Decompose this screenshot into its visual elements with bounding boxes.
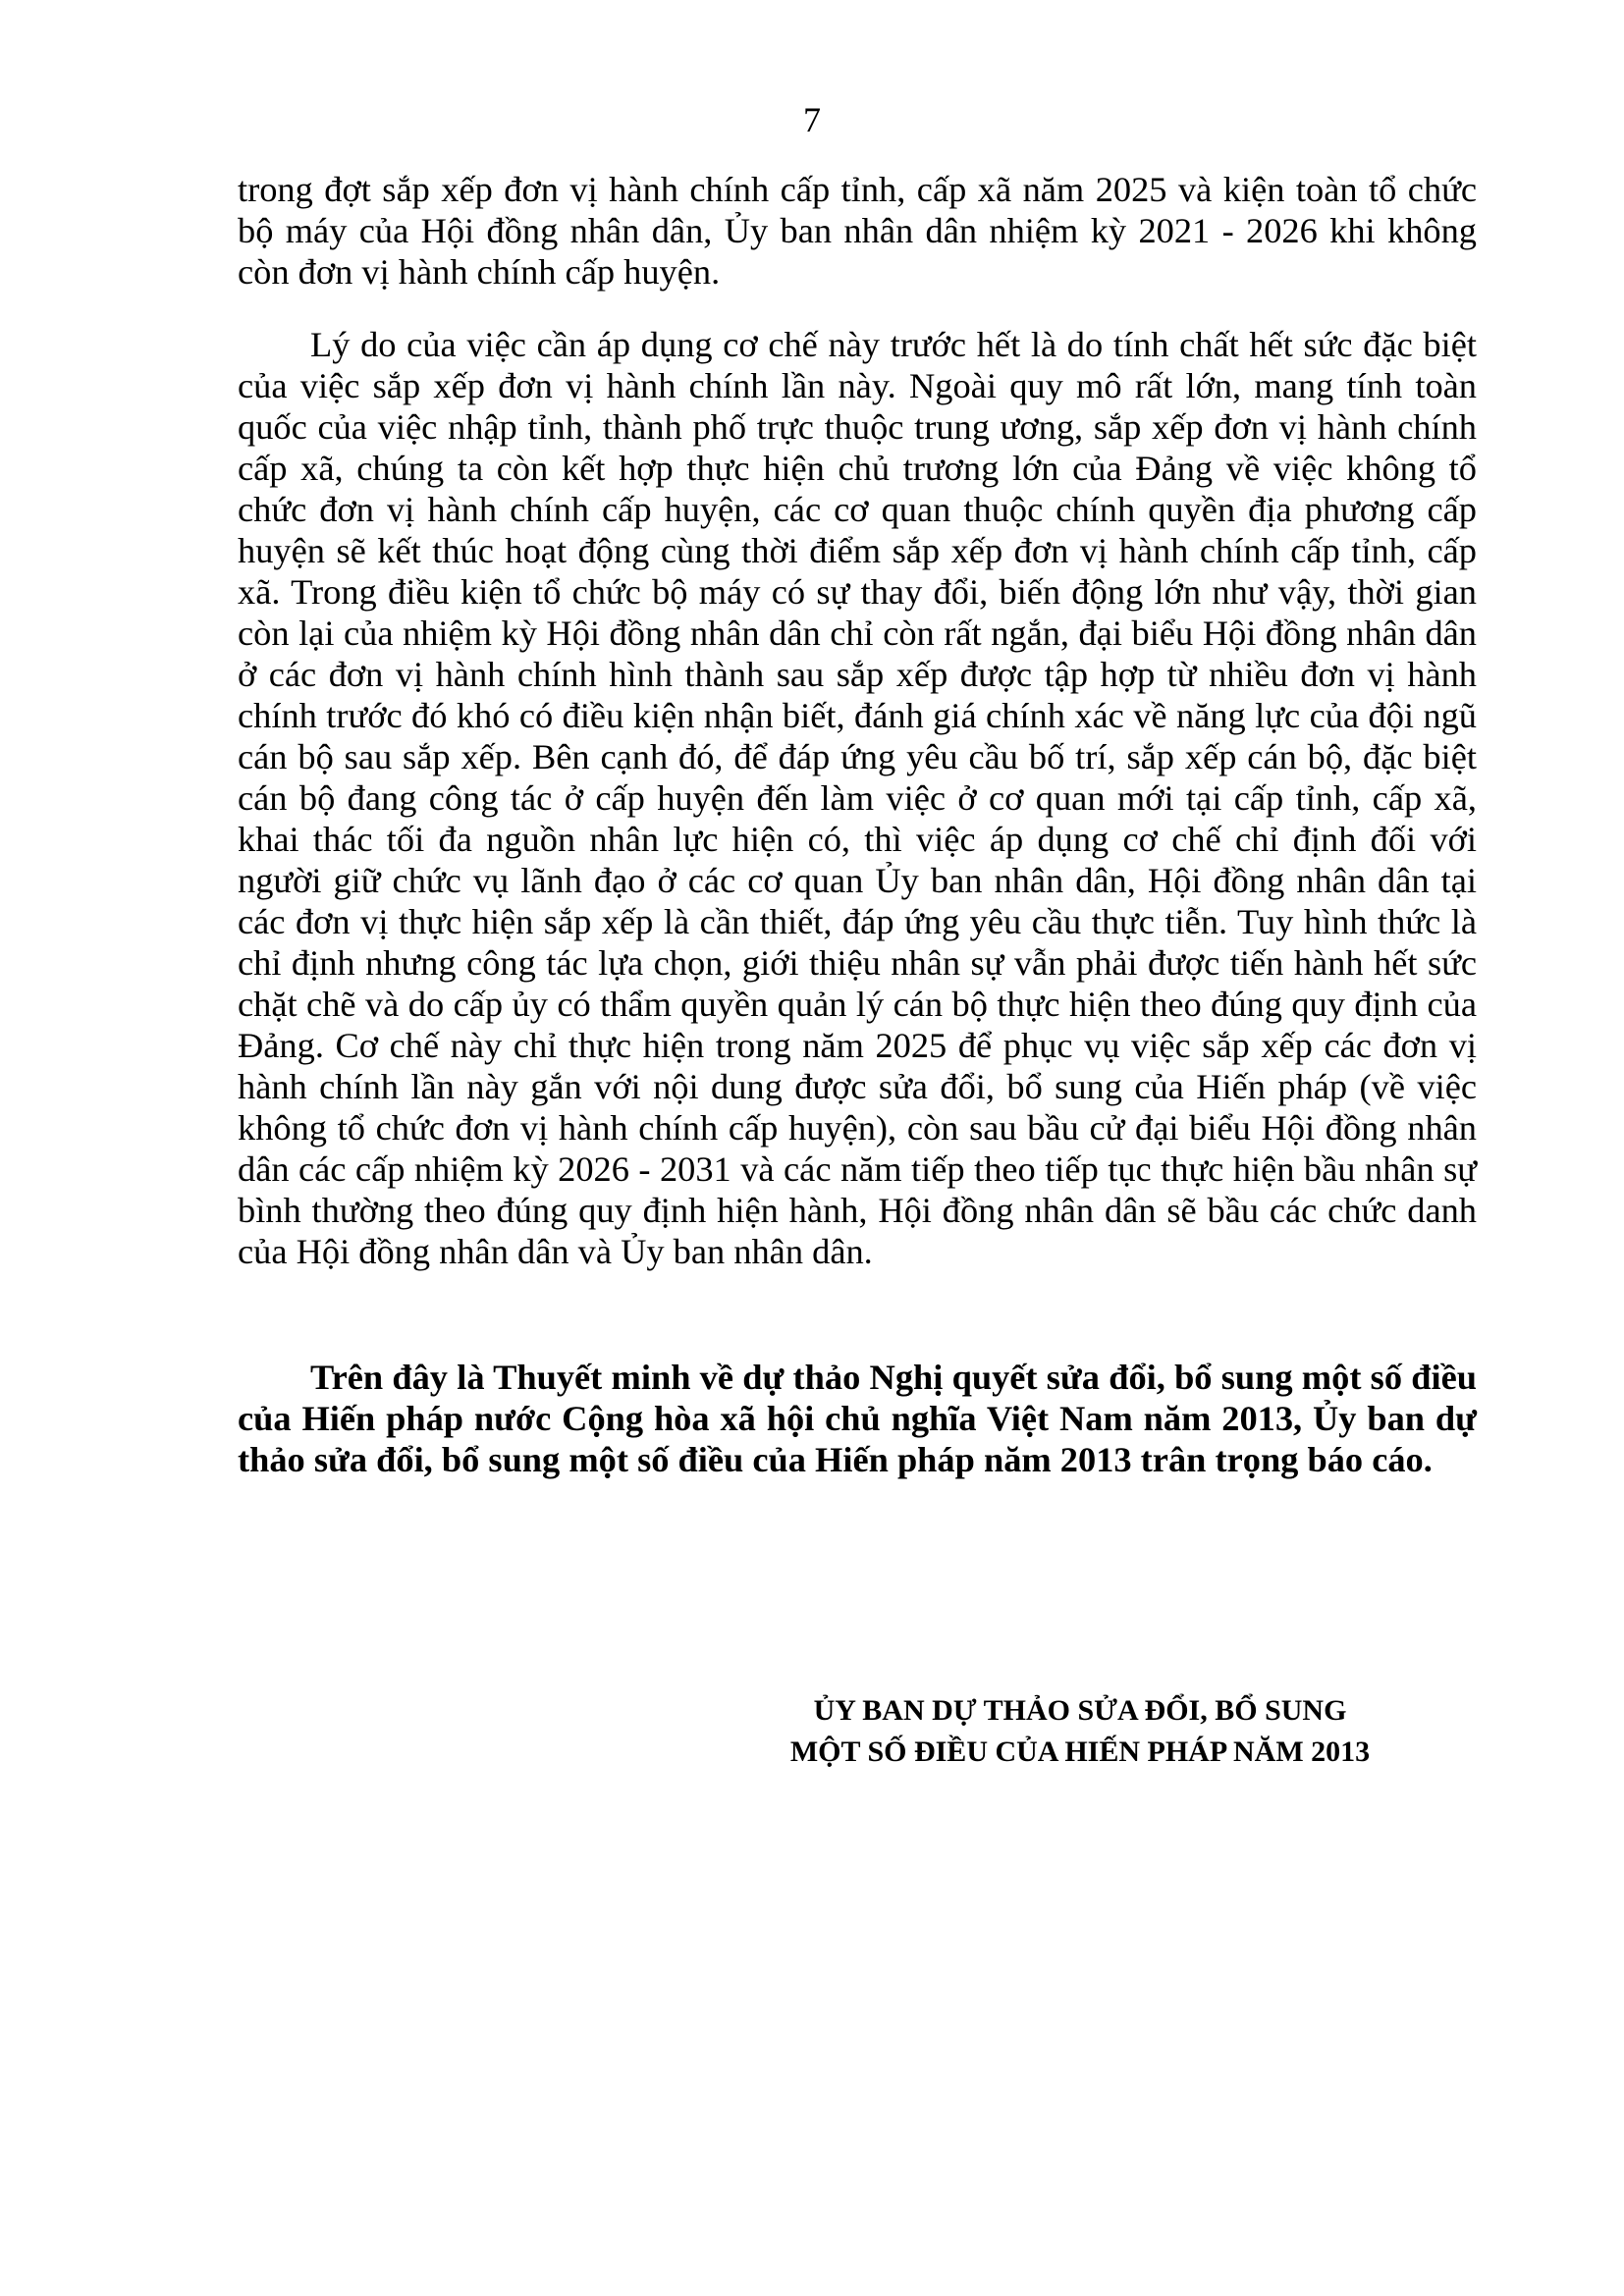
paragraph-conclusion: Trên đây là Thuyết minh về dự thảo Nghị quyết sửa đổi, bổ sung một số điều của Hiến pháp nước Cộng hòa xã hội chủ nghĩa Việt Nam năm 2013, Ủy ban dự thảo sửa đổi, bổ sung một số điều của Hiến pháp năm 2013 trân trọng báo cáo.: [238, 1358, 1477, 1479]
signature-block: [746, 1690, 1414, 1773]
paragraph-continuation: trong đợt sắp xếp đơn vị hành chính cấp tỉnh, cấp xã năm 2025 và kiện toàn tổ chức bộ máy của Hội đồng nhân dân, Ủy ban nhân dân nhiệm kỳ 2021 - 2026 khi không còn đơn vị hành chính cấp huyện.: [238, 170, 1477, 292]
signature-line-1: ỦY BAN DỰ THẢO SỬA ĐỔI, BỔ SUNG: [813, 1694, 1347, 1727]
paragraph-reason: Lý do của việc cần áp dụng cơ chế này trước hết là do tính chất hết sức đặc biệt của việc sắp xếp đơn vị hành chính lần này. Ngoài quy mô rất lớn, mang tính toàn quốc của việc nhập tỉnh, thành phố trực thuộc trung ương, sắp xếp đơn vị hành chính cấp xã, chúng ta còn kết hợp thực hiện chủ trương lớn của Đảng về việc không tổ chức đơn vị hành chính cấp huyện, các cơ quan thuộc chính quyền địa phương cấp huyện sẽ kết thúc hoạt động cùng thời điểm sắp xếp đơn vị hành chính cấp tỉnh, cấp xã. Trong điều kiện tổ chức bộ máy có sự thay đổi, biến động lớn như vậy, thời gian còn lại của nhiệm kỳ Hội đồng nhân dân chỉ còn rất ngắn, đại biểu Hội đồng nhân dân ở các đơn vị hành chính hình thành sau sắp xếp được tập hợp từ nhiều đơn vị hành chính trước đó khó có điều kiện nhận biết, đánh giá chính xác về năng lực của đội ngũ cán bộ sau sắp xếp. Bên cạnh đó, để đáp ứng yêu cầu bố trí, sắp xếp cán bộ, đặc biệt cán bộ đang công tác ở cấp huyện đến làm việc ở cơ quan mới tại cấp tỉnh, cấp xã, khai thác tối đa nguồn nhân lực hiện có, thì việc áp dụng cơ chế chỉ định đối với người giữ chức vụ lãnh đạo ở các cơ quan Ủy ban nhân dân, Hội đồng nhân dân tại các đơn vị thực hiện sắp xếp là cần thiết, đáp ứng yêu cầu thực tiễn. Tuy hình thức là chỉ định nhưng công tác lựa chọn, giới thiệu nhân sự vẫn phải được tiến hành hết sức chặt chẽ và do cấp ủy có thẩm quyền quản lý cán bộ thực hiện theo đúng quy định của Đảng. Cơ chế này chỉ thực hiện trong năm 2025 để phục vụ việc sắp xếp các đơn vị hành chính lần này gắn với nội dung được sửa đổi, bổ sung của Hiến pháp (về việc không tổ chức đơn vị hành chính cấp huyện), còn sau bầu cử đại biểu Hội đồng nhân dân các cấp nhiệm kỳ 2026 - 2031 và các năm tiếp theo tiếp tục thực hiện bầu nhân sự bình thường theo đúng quy định hiện hành, Hội đồng nhân dân sẽ bầu các chức danh của Hội đồng nhân dân và Ủy ban nhân dân.: [238, 325, 1477, 1271]
document-body: [238, 169, 1477, 1480]
page-number: 7: [803, 100, 821, 139]
signature-line-2: MỘT SỐ ĐIỀU CỦA HIẾN PHÁP NĂM 2013: [789, 1735, 1371, 1768]
